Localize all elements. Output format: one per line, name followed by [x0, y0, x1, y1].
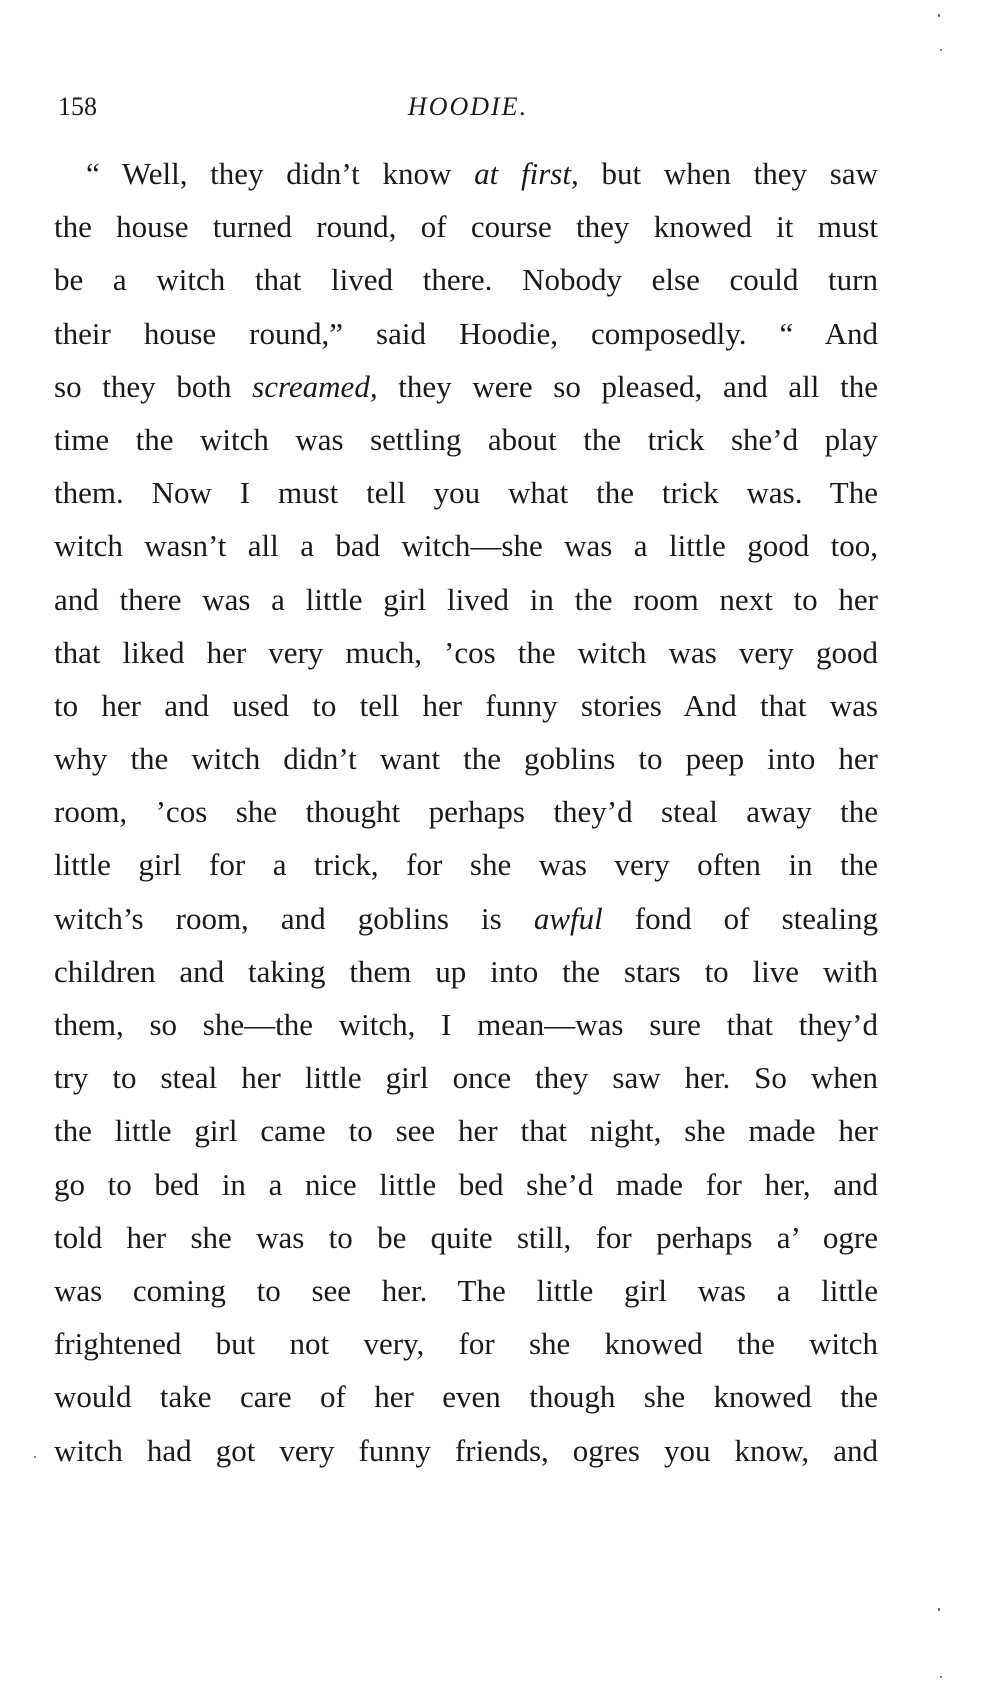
text-line: be a witch that lived there. Nobody else could turn — [54, 262, 878, 298]
text-line: told her she was to be quite still, for perhaps a’ ogre — [54, 1219, 878, 1255]
italic-emphasis: at first, — [474, 156, 579, 191]
text-line: “ Well, they didn’t know at first, but when they saw — [86, 156, 878, 191]
text-line: room, ’cos she thought perhaps they’d steal away the — [54, 794, 878, 830]
text-line: frightened but not very, for she knowed the witch — [54, 1326, 878, 1362]
italic-emphasis: awful — [533, 900, 603, 936]
scan-speck — [940, 1676, 942, 1678]
text-line: witch had got very funny friends, ogres you know, and — [54, 1432, 878, 1468]
body-text — [54, 147, 878, 1477]
text-line: them. Now I must tell you what the trick was. The — [54, 475, 878, 511]
page-number: 158 — [58, 92, 97, 121]
scan-speck — [34, 1456, 36, 1458]
text-line: little girl for a trick, for she was very often in the — [54, 847, 878, 883]
text-line: try to steal her little girl once they saw her. So when — [54, 1060, 878, 1096]
text-line: the house turned round, of course they knowed it must — [54, 209, 878, 245]
italic-emphasis: screamed, — [252, 368, 378, 404]
page-header — [58, 92, 878, 132]
text-line: children and taking them up into the stars to live with — [54, 953, 878, 989]
text-line: witch wasn’t all a bad witch—she was a little good too, — [54, 528, 878, 564]
text-line: go to bed in a nice little bed she’d made for her, and — [54, 1166, 878, 1202]
text-line: was coming to see her. The little girl was a little — [54, 1272, 878, 1308]
text-line: the little girl came to see her that night, she made her — [54, 1113, 878, 1149]
text-line: so they both screamed, they were so pleased, and all the — [54, 368, 878, 404]
text-line: them, so she—the witch, I mean—was sure that they’d — [54, 1007, 878, 1042]
text-line: their house round,” said Hoodie, composedly. “ And — [54, 315, 878, 351]
scan-speck — [940, 49, 942, 51]
text-line: witch’s room, and goblins is awful fond of stealing — [54, 900, 878, 936]
text-line: that liked her very much, ’cos the witch was very good — [54, 634, 878, 670]
running-title: HOODIE. — [407, 92, 529, 121]
scan-speck — [938, 1608, 940, 1611]
scan-speck — [938, 14, 940, 17]
text-line: to her and used to tell her funny stories And that was — [54, 687, 878, 723]
text-line: time the witch was settling about the trick she’d play — [54, 421, 878, 457]
text-line: would take care of her even though she knowed the — [54, 1379, 878, 1415]
text-line: and there was a little girl lived in the room next to her — [54, 581, 878, 617]
text-line: why the witch didn’t want the goblins to peep into her — [54, 741, 878, 777]
